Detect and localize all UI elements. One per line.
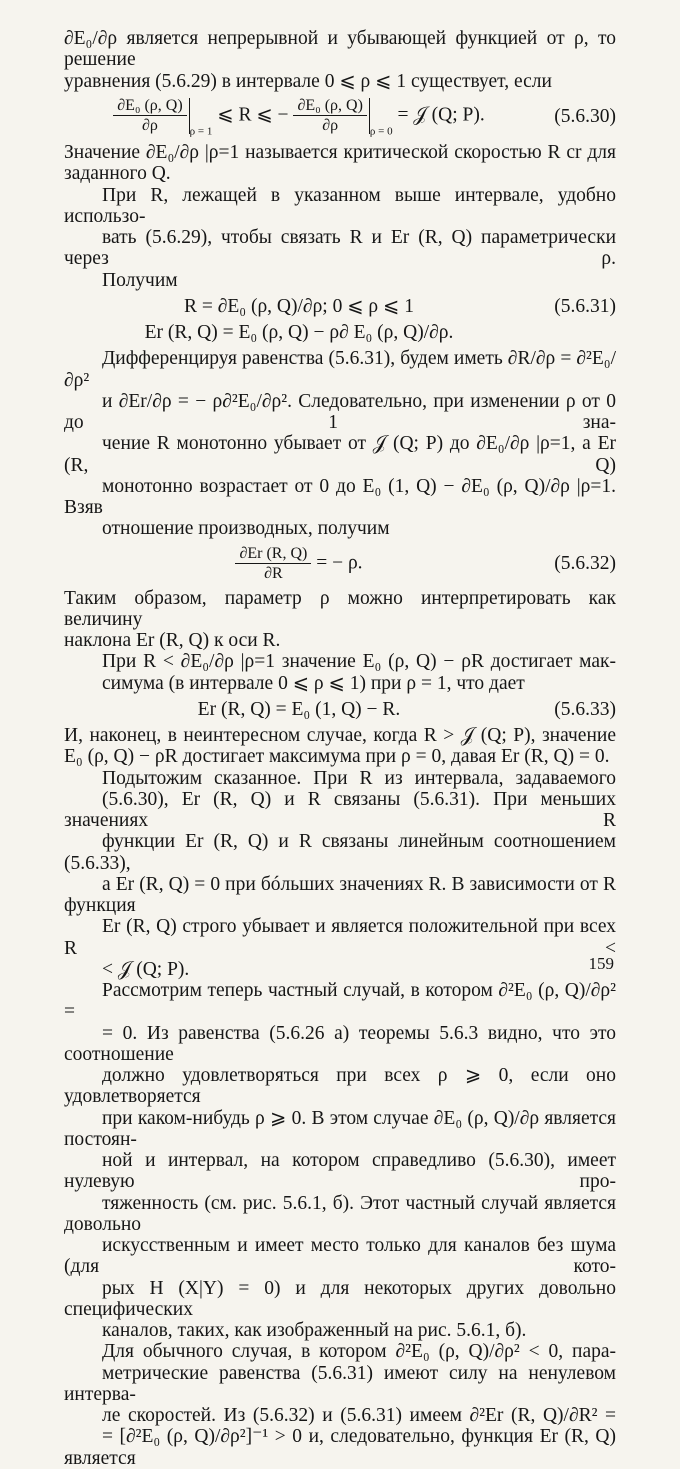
text-line: должно удовлетворяться при всех ρ ⩾ 0, если оно удовлетворяется [64, 1065, 616, 1108]
paragraph [64, 651, 616, 694]
page-number: 159 [588, 954, 614, 973]
fraction-numerator: ∂E₀ (ρ, Q) [113, 97, 186, 116]
text-line: и ∂Er/∂ρ = − ρ∂²E₀/∂ρ². Следовательно, при изменении ρ от 0 до 1 зна- [64, 390, 616, 434]
equation [64, 322, 616, 343]
text-line: ∂E₀/∂ρ является непрерывной и убывающей функцией от ρ, то решение [64, 28, 616, 71]
fraction-denominator: ∂R [264, 565, 283, 583]
text-line: ле скоростей. Из (5.6.32) и (5.6.31) имеем ∂²Er (R, Q)/∂R² = [102, 1405, 616, 1427]
equation-body [64, 545, 534, 583]
paragraph [64, 1341, 616, 1469]
text-line: И, наконец, в неинтересном случае, когда R > 𝒥 (Q; P), значение [64, 725, 616, 747]
equation-body [64, 97, 534, 137]
fraction-denominator: ∂ρ [142, 117, 158, 135]
equation-number: (5.6.31) [554, 295, 616, 317]
equation-tail: = 𝒥 (Q; P). [392, 104, 485, 126]
text-line: ной и интервал, на котором справедливо (5.6.30), имеет нулевую про- [64, 1150, 616, 1193]
text-line: При R, лежащей в указанном выше интервале, удобно использо- [64, 184, 616, 227]
text-line: вать (5.6.29), чтобы связать R и Er (R, Q) параметрически через ρ. [64, 227, 616, 270]
text-line: (5.6.30), Er (R, Q) и R связаны (5.6.31). При меньших значениях R [64, 788, 616, 832]
equation-body: R = ∂E₀ (ρ, Q)/∂ρ; 0 ⩽ ρ ⩽ 1 [183, 295, 414, 317]
text-line: искусственным и имеет место только для каналов без шума (для кото- [64, 1235, 616, 1278]
text-line: симума (в интервале 0 ⩽ ρ ⩽ 1) при ρ = 1, что дает [102, 672, 525, 694]
equation-middle: ⩽ R ⩽ − [212, 104, 294, 126]
text-line: Таким образом, параметр ρ можно интерпретировать как величину [64, 587, 616, 630]
text-line: При R < ∂E₀/∂ρ |ρ=1 значение E₀ (ρ, Q) − ρR достигает мак- [102, 651, 616, 673]
paragraph [64, 980, 616, 1341]
text-line: чение R монотонно убывает от 𝒥 (Q; P) до ∂E₀/∂ρ |ρ=1, а Er (R, Q) [64, 433, 616, 476]
page-body [64, 28, 616, 1469]
fraction-denominator: ∂ρ [322, 117, 339, 135]
text-line: отношение производных, получим [102, 518, 390, 540]
text-line: каналов, таких, как изображенный на рис. 5.6.1, б). [102, 1320, 527, 1342]
text-line: = [∂²E₀ (ρ, Q)/∂ρ²]⁻¹ > 0 и, следовательно, функция Er (R, Q) является [64, 1426, 616, 1469]
text-line: при каком-нибудь ρ ⩾ 0. В этом случае ∂E₀ (ρ, Q)/∂ρ является постоян- [64, 1107, 616, 1150]
equation-body: Er (R, Q) = E₀ (1, Q) − R. [197, 698, 401, 720]
paragraph [64, 142, 616, 185]
text-line: Значение ∂E₀/∂ρ |ρ=1 называется критической скоростью R cr для [64, 142, 616, 164]
fraction [235, 545, 311, 583]
text-line: Рассмотрим теперь частный случай, в котором ∂²E₀ (ρ, Q)/∂ρ² = [64, 980, 616, 1023]
paragraph [64, 588, 616, 652]
text-line: метрические равенства (5.6.31) имеют силу на ненулевом интерва- [64, 1362, 616, 1405]
paragraph [64, 348, 616, 539]
equation [64, 699, 616, 720]
text-line: наклона Er (R, Q) к оси R. [64, 630, 281, 652]
evaluation-subscript: ρ = 1 [189, 125, 213, 138]
text-line: E₀ (ρ, Q) − ρR достигает максимума при ρ = 0, давая Er (R, Q) = 0. [64, 746, 610, 768]
equation [64, 296, 616, 317]
text-line: уравнения (5.6.29) в интервале 0 ⩽ ρ ⩽ 1 существует, если [64, 70, 552, 92]
fraction [113, 97, 186, 135]
equation-number: (5.6.32) [554, 552, 616, 574]
text-line: Er (R, Q) строго убывает и является положительной при всех R < [64, 916, 616, 959]
text-line: монотонно возрастает от 0 до E₀ (1, Q) − ∂E₀ (ρ, Q)/∂ρ |ρ=1. Взяв [64, 475, 616, 519]
fraction-numerator: ∂E₀ (ρ, Q) [293, 97, 366, 116]
text-line: < 𝒥 (Q; P). [102, 958, 190, 980]
text-line: а Er (R, Q) = 0 при бóльших значениях R. В зависимости от R функция [64, 873, 616, 917]
equation-body: Er (R, Q) = E₀ (ρ, Q) − ρ∂ E₀ (ρ, Q)/∂ρ. [144, 322, 454, 344]
text-line: = 0. Из равенства (5.6.26 а) теоремы 5.6.3 видно, что это соотношение [64, 1022, 616, 1065]
equation [64, 545, 616, 583]
fraction [293, 97, 366, 135]
fraction-numerator: ∂Er (R, Q) [235, 545, 311, 564]
text-line: Дифференцируя равенства (5.6.31), будем иметь ∂R/∂ρ = ∂²E₀/∂ρ² [64, 348, 616, 391]
text-line: Подытожим сказанное. При R из интервала, задаваемого [102, 767, 616, 789]
text-line: заданного Q. [64, 163, 171, 185]
text-line: Для обычного случая, в котором ∂²E₀ (ρ, Q)/∂ρ² < 0, пара- [102, 1341, 616, 1363]
paragraph [64, 768, 616, 981]
equation-tail: = − ρ. [311, 552, 363, 574]
equation-number: (5.6.30) [554, 106, 616, 128]
equation [64, 97, 616, 137]
evaluation-subscript: ρ = 0 [369, 125, 393, 138]
text-line: Получим [102, 269, 178, 291]
equation-number: (5.6.33) [554, 698, 616, 720]
paragraph [64, 185, 616, 291]
paragraph [64, 28, 616, 92]
paragraph [64, 725, 616, 768]
text-line: тяженность (см. рис. 5.6.1, б). Этот частный случай является довольно [64, 1192, 616, 1235]
text-line: функции Er (R, Q) и R связаны линейным соотношением (5.6.33), [64, 831, 616, 874]
text-line: рых H (X|Y) = 0) и для некоторых других довольно специфических [64, 1277, 616, 1320]
